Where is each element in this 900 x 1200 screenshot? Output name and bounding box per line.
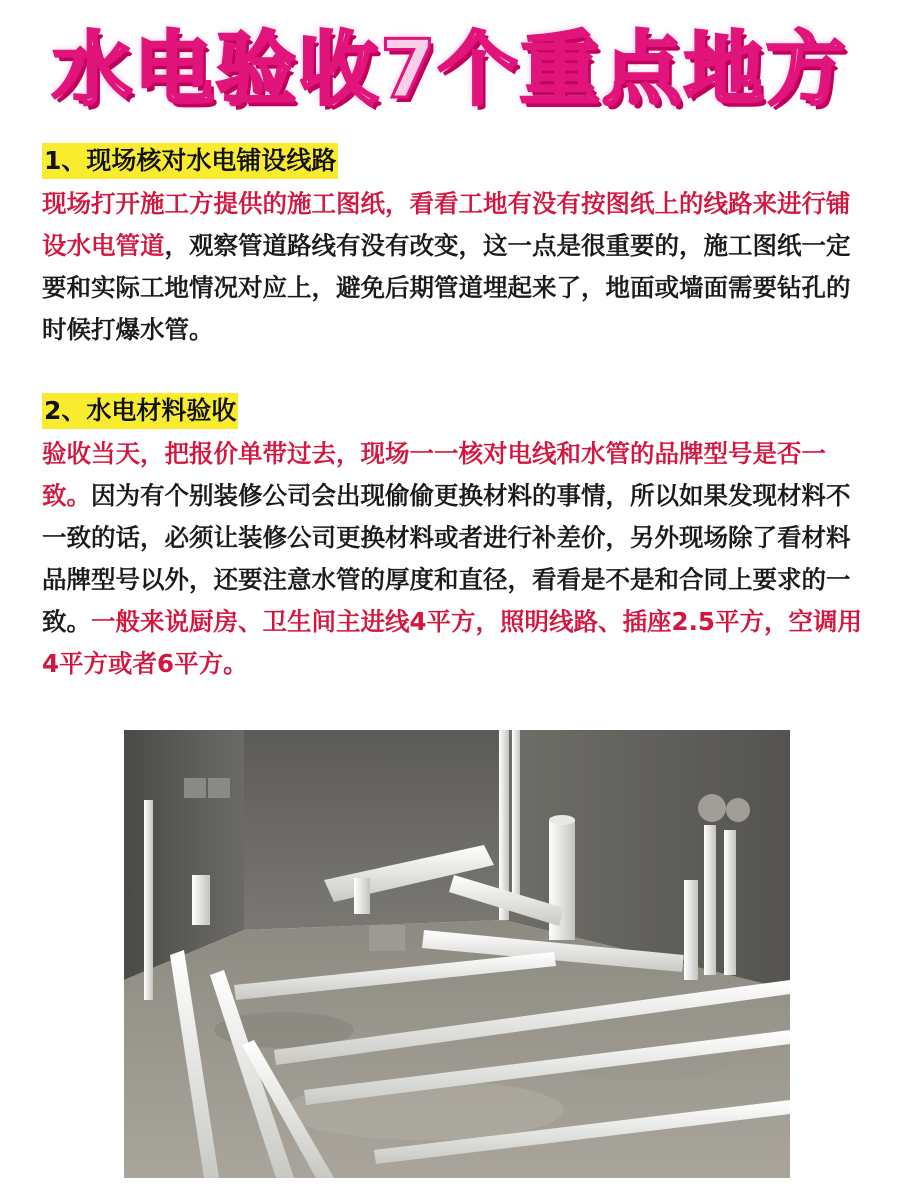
section-1	[42, 143, 862, 351]
section-1-black-text: ，观察管道路线有没有改变，这一点是很重要的，施工图纸一定要和实际工地情况对应上，避免后期管道埋起来了，地面或墙面需要钻孔的时候打爆水管。	[42, 231, 851, 344]
section-2-red-text: 验收当天，把报价单带过去，现场一一核对电线和水管的品牌型号是否一致。	[42, 439, 826, 510]
section-1-heading: 1、现场核对水电铺设线路	[42, 143, 338, 179]
section-2	[42, 393, 862, 685]
section-2-heading: 2、水电材料验收	[42, 393, 238, 429]
section-1-body	[42, 183, 862, 351]
section-1-red-text: 现场打开施工方提供的施工图纸，看看工地有没有按图纸上的线路来进行铺设水电管道	[42, 189, 851, 260]
construction-photo	[124, 730, 790, 1178]
section-2-red-text-2: 一般来说厨房、卫生间主进线4平方，照明线路、插座2.5平方，空调用4平方或者6平方。	[42, 607, 862, 678]
section-2-black-text: 因为有个别装修公司会出现偷偷更换材料的事情，所以如果发现材料不一致的话，必须让装修公司更换材料或者进行补差价，另外现场除了看材料品牌型号以外，还要注意水管的厚度和直径，看看是不是和合同上要求的一致。	[42, 481, 851, 636]
page-title: 水电验收7个重点地方	[52, 23, 848, 116]
section-2-body	[42, 433, 862, 685]
